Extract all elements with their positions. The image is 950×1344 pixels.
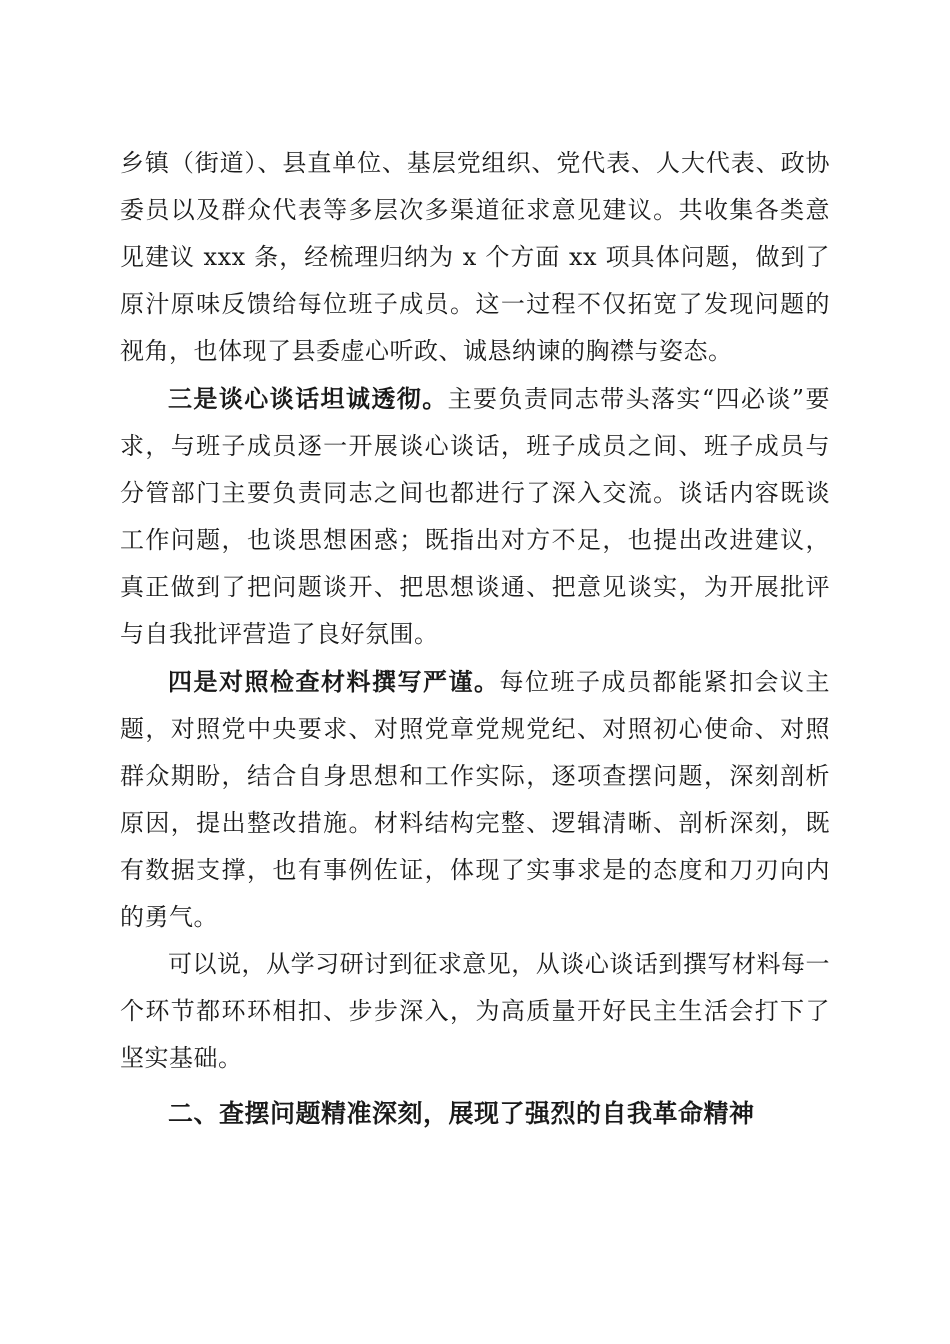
paragraph-inspection-materials xyxy=(120,658,830,941)
paragraph-text: 主要负责同志带头落实“四必谈”要求，与班子成员逐一开展谈心谈话，班子成员之间、班子成员与分管部门主要负责同志之间也都进行了深入交流。谈话内容既谈工作问题，也谈思想困惑；既指出对方不足，也提出改进建议，真正做到了把问题谈开、把思想谈通、把意见谈实，为开展批评与自我批评营造了良好氛围。 xyxy=(120,385,830,648)
paragraph-heart-to-heart-talks xyxy=(120,375,830,658)
paragraph-text: 每位班子成员都能紧扣会议主题，对照党中央要求、对照党章党规党纪、对照初心使命、对照群众期盼，结合自身思想和工作实际，逐项查摆问题，深刻剖析原因，提出整改措施。材料结构完整、逻辑清晰、剖析深刻，既有数据支撑，也有事例佐证，体现了实事求是的态度和刀刃向内的勇气。 xyxy=(120,668,830,931)
section-heading: 二、查摆问题精准深刻，展现了强烈的自我革命精神 xyxy=(168,1099,755,1128)
paragraph-text: 可以说，从学习研讨到征求意见，从谈心谈话到撰写材料每一个环节都环环相扣、步步深入，为高质量开好民主生活会打下了坚实基础。 xyxy=(120,950,830,1072)
paragraph-text: 乡镇（街道）、县直单位、基层党组织、党代表、人大代表、政协委员以及群众代表等多层次多渠道征求意见建议。共收集各类意见建议 xxx 条，经梳理归纳为 x 个方面 xx 项具体问题，做到了原汁原味反馈给每位班子成员。这一过程不仅拓宽了发现问题的视角，也体现了县委虚心听政、诚恳纳谏的胸襟与姿态。 xyxy=(120,149,830,365)
paragraph-continued xyxy=(120,140,830,375)
paragraph-lead: 四是对照检查材料撰写严谨。 xyxy=(168,667,500,696)
document-page xyxy=(120,140,830,1137)
paragraph-lead: 三是谈心谈话坦诚透彻。 xyxy=(168,384,448,413)
paragraph-summary xyxy=(120,941,830,1082)
